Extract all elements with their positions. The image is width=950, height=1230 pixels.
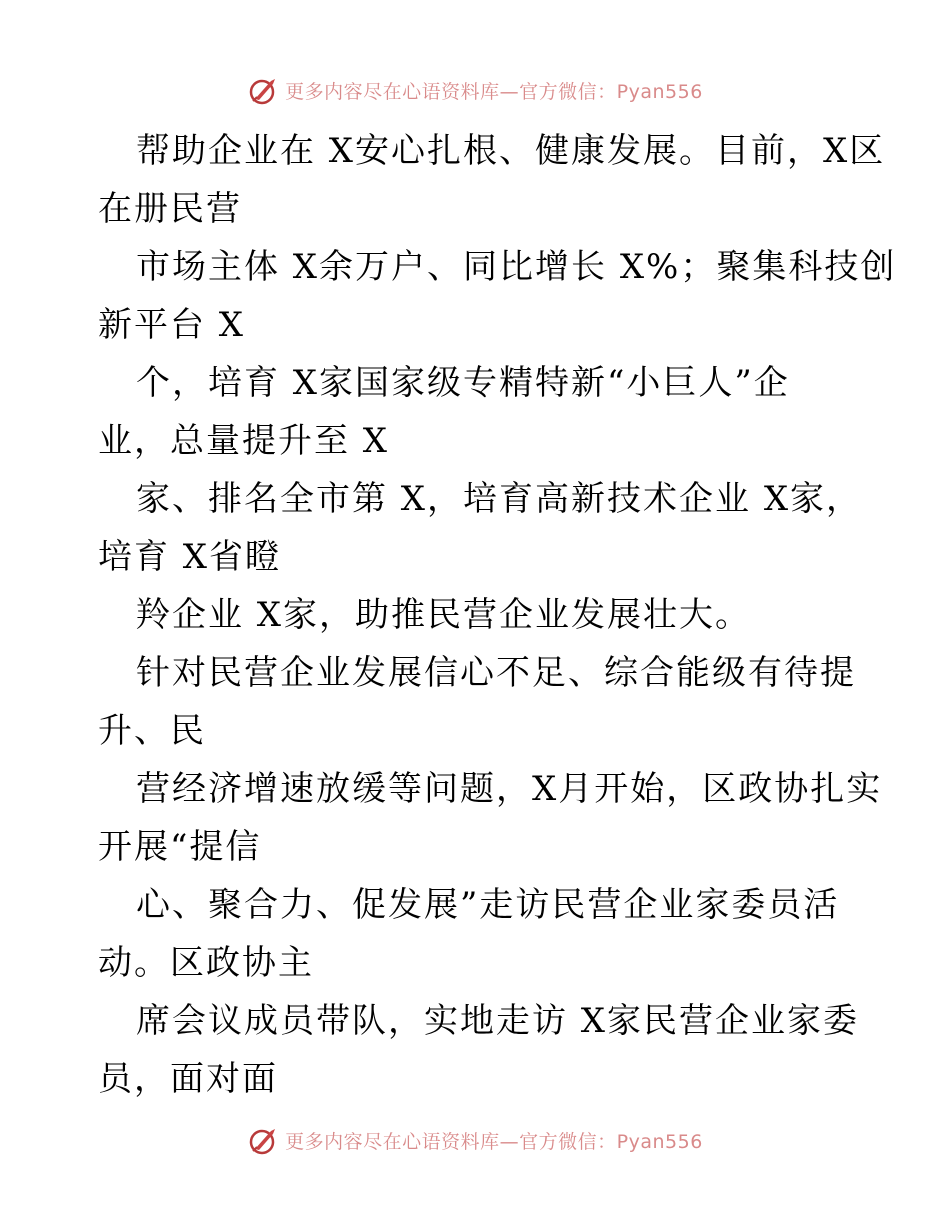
text-line: 家、排名全市第 X，培育高新技术企业 X家， xyxy=(136,479,863,519)
quill-logo-icon xyxy=(247,73,281,107)
text-line: 个，培育 X家国家级专精特新“小巨人”企 xyxy=(136,363,790,403)
text-line: 心、聚合力、促发展”走访民营企业家委员活 xyxy=(136,885,840,925)
text-line: 动。区政协主 xyxy=(98,943,314,983)
header-watermark xyxy=(0,70,950,110)
text-line: 席会议成员带队，实地走访 X家民营企业家委 xyxy=(136,1001,860,1041)
text-line: 开展“提信 xyxy=(98,827,262,867)
text-line: 营经济增速放缓等问题，X月开始，区政协扎实 xyxy=(136,769,883,809)
text-line: 培育 X省瞪 xyxy=(98,537,282,577)
footer-watermark xyxy=(0,1120,950,1160)
text-line: 在册民营 xyxy=(98,189,242,229)
text-line: 新平台 X xyxy=(98,305,246,345)
text-line: 帮助企业在 X安心扎根、健康发展。目前，X区 xyxy=(136,131,886,171)
watermark-text: 更多内容尽在心语资料库—官方微信：Pyan556 xyxy=(285,1130,703,1153)
document-body xyxy=(98,122,897,1108)
text-line: 市场主体 X余万户、同比增长 X%；聚集科技创 xyxy=(136,247,897,287)
text-line: 业，总量提升至 X xyxy=(98,421,390,461)
watermark-text: 更多内容尽在心语资料库—官方微信：Pyan556 xyxy=(285,80,703,103)
quill-logo-icon xyxy=(247,1123,281,1157)
text-line: 针对民营企业发展信心不足、综合能级有待提 xyxy=(136,653,856,693)
text-line: 员，面对面 xyxy=(98,1059,278,1099)
text-line: 升、民 xyxy=(98,711,206,751)
text-line: 羚企业 X家，助推民营企业发展壮大。 xyxy=(136,595,752,635)
